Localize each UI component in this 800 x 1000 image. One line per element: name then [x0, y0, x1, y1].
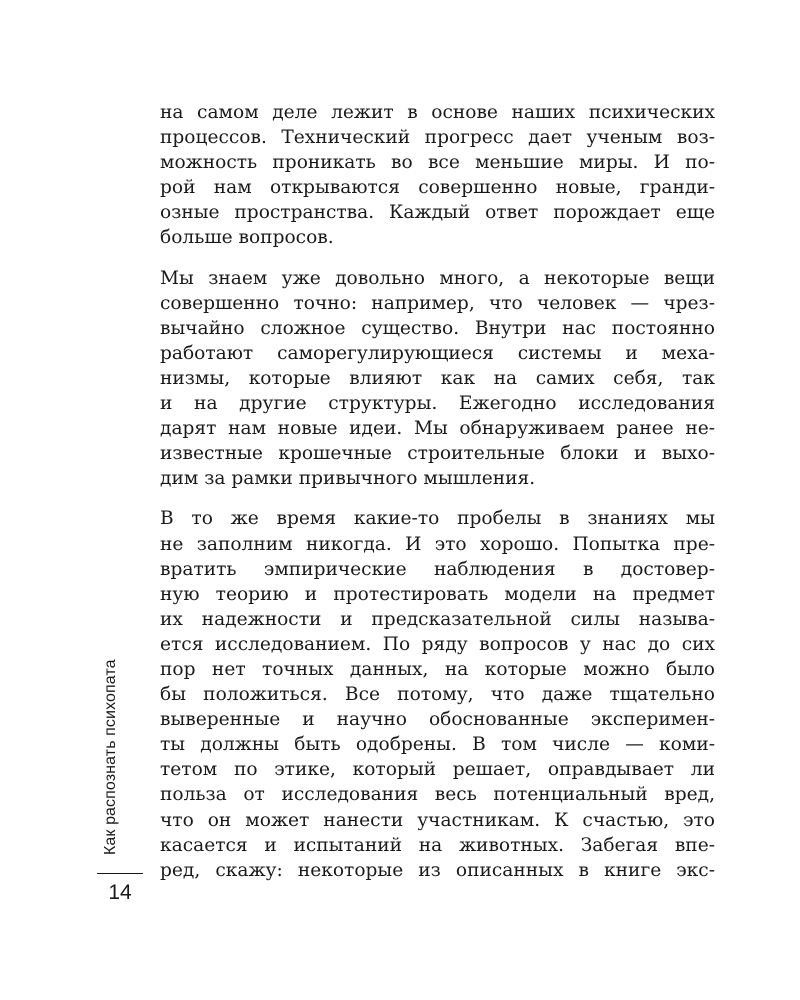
text-line: на самом деле лежит в основе наших психических [160, 102, 715, 123]
text-line: ную теорию и протестировать модели на предмет [160, 583, 715, 605]
text-line: известные крошечные строительные блоки и выхо- [160, 443, 715, 465]
paragraph-1 [160, 100, 715, 251]
text-line: процессов. Технический прогресс дает ученым воз- [160, 127, 715, 149]
text-line: ется исследованием. По ряду вопросов у нас до сих [160, 633, 715, 655]
paragraph-2 [160, 266, 715, 492]
text-line: что он может нанести участникам. К счастью, это [160, 809, 715, 831]
folio-rule [97, 873, 143, 874]
text-line: работают саморегулирующиеся системы и меха- [160, 342, 715, 364]
text-line: пор нет точных данных, на которые можно было [160, 658, 715, 680]
text-line: их надежности и предсказательной силы называ- [160, 608, 715, 630]
text-line: касается и испытаний на животных. Забегая впе- [160, 834, 715, 856]
text-line: совершенно точно: например, что человек — чрез- [160, 292, 715, 314]
text-line: и на другие структуры. Ежегодно исследования [160, 393, 715, 415]
page-number: 14 [108, 881, 132, 904]
text-line: низмы, которые влияют как на самих себя, так [160, 367, 715, 389]
text-line: Мы знаем уже довольно много, а некоторые вещи [160, 267, 715, 289]
text-line: ты должны быть одобрены. В том числе — коми- [160, 734, 715, 756]
text-line: ред, скажу: некоторые из описанных в книге экс- [160, 859, 715, 881]
body-text [160, 100, 715, 898]
text-line: вратить эмпирические наблюдения в достовер- [160, 558, 715, 580]
text-line: тетом по этике, который решает, оправдывает ли [160, 759, 715, 781]
text-line: выверенные и научно обоснованные эксперимен- [160, 709, 715, 731]
text-line: вычайно сложное существо. Внутри нас постоянно [160, 317, 715, 339]
text-line: озные пространства. Каждый ответ порождает еще [160, 202, 715, 224]
text-line: рой нам открываются совершенно новые, гранди- [160, 177, 715, 199]
text-line: не заполним никогда. И это хорошо. Попытка пре- [160, 533, 715, 555]
text-line: бы положиться. Все потому, что даже тщательно [160, 684, 715, 706]
running-title: Как распознать психопата [102, 659, 119, 855]
text-line: польза от исследования весь потенциальный вред, [160, 784, 715, 806]
text-line: можность проникать во все меньшие миры. И по- [160, 152, 715, 174]
text-line: дарят нам новые идеи. Мы обнаруживаем ранее не- [160, 418, 715, 440]
text-line: больше вопросов. [160, 227, 334, 249]
text-line: дим за рамки привычного мышления. [160, 468, 536, 490]
paragraph-3 [160, 506, 715, 882]
text-line: В то же время какие-то пробелы в знаниях мы [160, 508, 715, 530]
